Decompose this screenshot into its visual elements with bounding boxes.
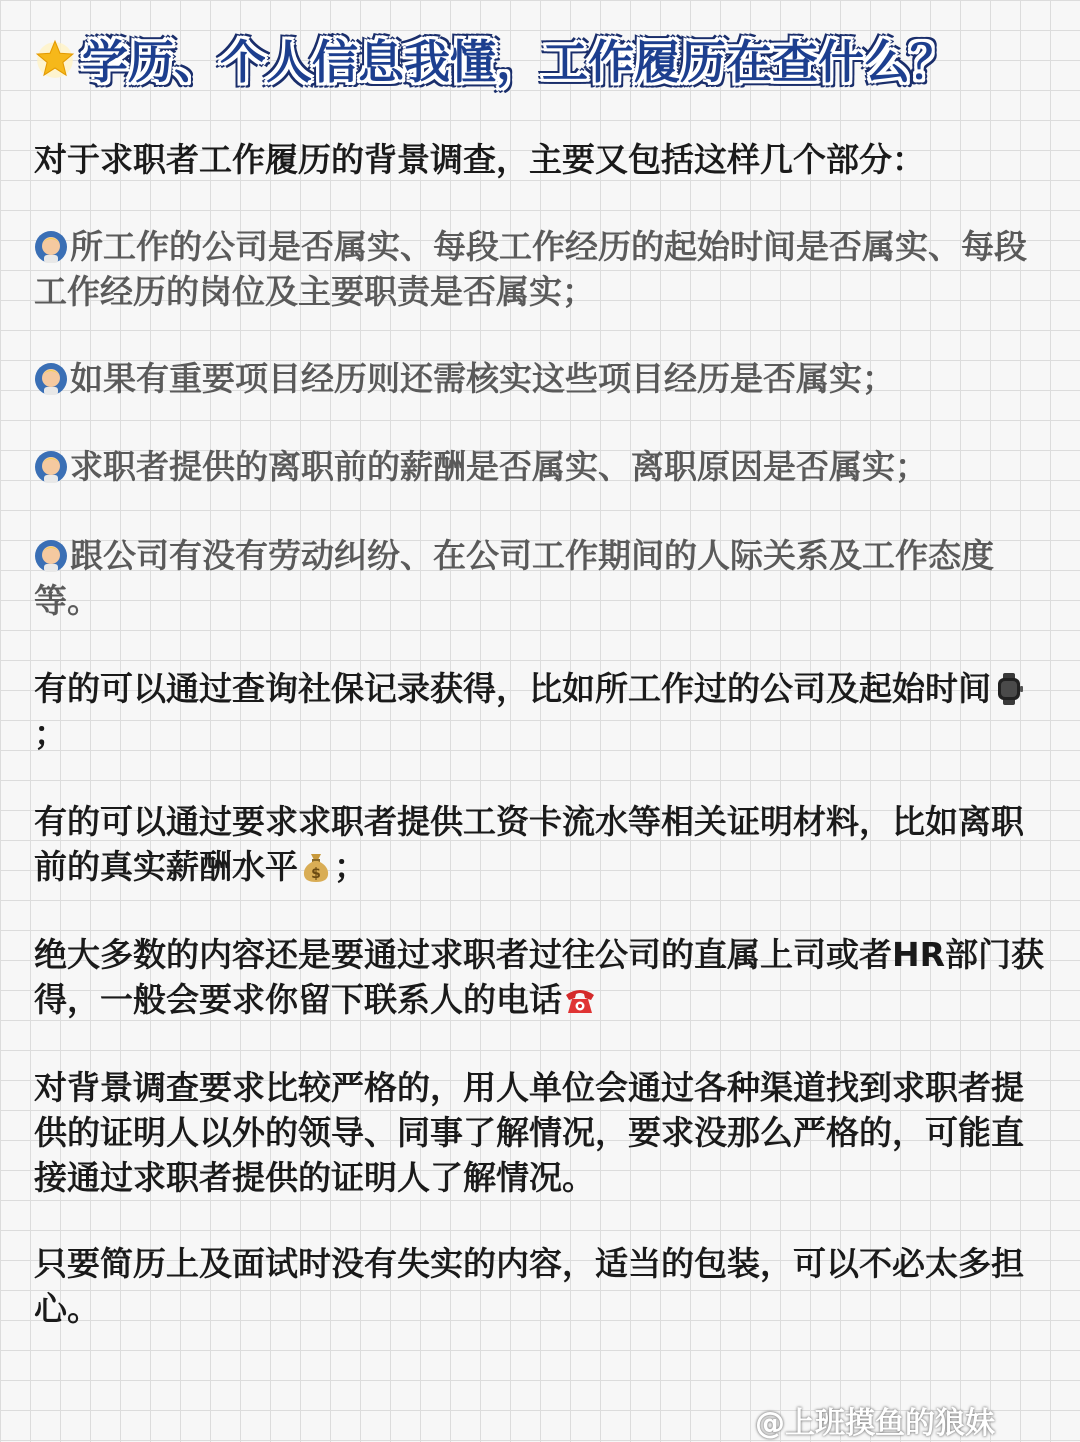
paragraph-supervisor-hr [34, 932, 1046, 1022]
author-watermark: @上班摸鱼的狼妹 [755, 1406, 995, 1441]
paragraph-strict-check: 对背景调查要求比较严格的，用人单位会通过各种渠道找到求职者提供的证明人以外的领导、同事了解情况，要求没那么严格的，可能直接通过求职者提供的证明人了解情况。 [34, 1068, 1024, 1197]
paragraph-supervisor-hr-text: 绝大多数的内容还是要通过求职者过往公司的直属上司或者HR部门获得，一般会要求你留下联系人的电话 [34, 935, 1045, 1019]
bullet-text-1: 所工作的公司是否属实、每段工作经历的起始时间是否属实、每段工作经历的岗位及主要职责是否属实； [34, 227, 1027, 311]
bullet-item-1 [34, 224, 1046, 314]
svg-text:$: $ [311, 866, 321, 882]
page-title [34, 24, 1046, 94]
paragraph-conclusion: 只要简历上及面试时没有失实的内容，适当的包装，可以不必太多担心。 [34, 1244, 1024, 1328]
bullet-item-2 [34, 356, 1046, 401]
bullet-item-3 [34, 444, 1046, 489]
telephone-icon [563, 983, 597, 1017]
person-icon [34, 230, 68, 264]
watch-icon [992, 672, 1026, 706]
paragraph-salary-proof-end: ； [334, 847, 367, 886]
person-icon [34, 362, 68, 396]
paragraph-social-security [34, 666, 1046, 756]
bullet-text-3: 求职者提供的离职前的薪酬是否属实、离职原因是否属实； [70, 447, 928, 486]
paragraph-salary-proof [34, 799, 1046, 889]
bullet-item-4 [34, 533, 1046, 623]
intro-paragraph: 对于求职者工作履历的背景调查，主要又包括这样几个部分： [34, 140, 925, 179]
paragraph-social-security-end: ； [34, 714, 67, 753]
person-icon [34, 450, 68, 484]
paragraph-salary-proof-text: 有的可以通过要求求职者提供工资卡流水等相关证明材料，比如离职前的真实薪酬水平 [34, 802, 1024, 886]
money-bag-icon [299, 850, 333, 884]
star-icon [34, 38, 76, 80]
person-icon [34, 539, 68, 573]
title-text: 学历、个人信息我懂，工作履历在查什么？ [82, 35, 956, 89]
paragraph-social-security-text: 有的可以通过查询社保记录获得，比如所工作过的公司及起始时间 [34, 669, 991, 708]
bullet-text-2: 如果有重要项目经历则还需核实这些项目经历是否属实； [70, 359, 895, 398]
bullet-text-4: 跟公司有没有劳动纠纷、在公司工作期间的人际关系及工作态度等。 [34, 536, 994, 620]
